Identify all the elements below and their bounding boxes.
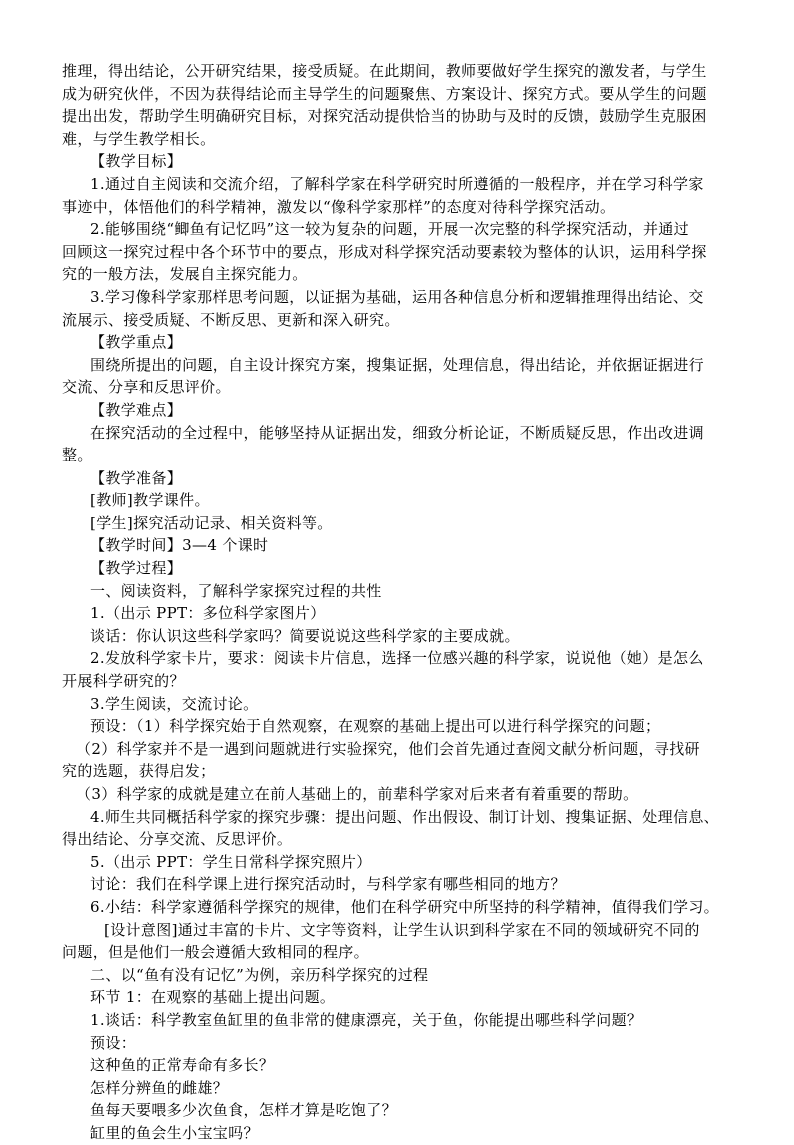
text-line: （2）科学家并不是一遇到问题就进行实验探究，他们会首先通过查阅文献分析问题，寻找研 (76, 739, 700, 758)
text-line: 推理，得出结论，公开研究结果，接受质疑。在此期间，教师要做好学生探究的激发者，与学生 (62, 62, 707, 80)
text-line: 事迹中，体悟他们的科学精神，激发以“像科学家那样”的态度对待科学探究活动。 (62, 197, 616, 216)
text-line: 一、阅读资料，了解科学家探究过程的共性 (90, 581, 382, 600)
text-line: 交流、分享和反思评价。 (62, 378, 231, 397)
text-line: 2.能够围绕“鲫鱼有记忆吗”这一较为复杂的问题，开展一次完整的科学探究活动，并通过 (90, 220, 690, 239)
text-line: 【教学重点】 (90, 333, 183, 352)
text-line: 回顾这一探究过程中各个环节中的要点，形成对科学探究活动要素较为整体的认识，运用科学探 (62, 242, 707, 261)
text-line: 1.通过自主阅读和交流介绍，了解科学家在科学研究时所遵循的一般程序，并在学习科学家 (90, 174, 704, 193)
text-line: 究的一般方法，发展自主探究能力。 (62, 265, 308, 284)
text-line: 得出结论、分享交流、反思评价。 (62, 830, 293, 849)
text-line: 预设：（1）科学探究始于自然观察，在观察的基础上提出可以进行科学探究的问题； (90, 717, 661, 736)
text-line: 【教学目标】 (90, 152, 183, 171)
text-line: 6.小结：科学家遵循科学探究的规律，他们在科学研究中所坚持的科学精神，值得我们学习。 (90, 897, 720, 916)
text-line: 2.发放科学家卡片，要求：阅读卡片信息，选择一位感兴趣的科学家，说说他（她）是怎么 (90, 649, 704, 668)
text-line: 在探究活动的全过程中，能够坚持从证据出发，细致分析论证，不断质疑反思，作出改进调 (90, 423, 705, 442)
text-line: 【教学过程】 (90, 559, 183, 578)
text-line: [学生]探究活动记录、相关资料等。 (90, 513, 333, 532)
text-line: 这种鱼的正常寿命有多长？ (90, 1056, 275, 1075)
text-line: [教师]教学课件。 (90, 491, 210, 510)
text-line: 预设： (90, 1033, 137, 1052)
text-line: 1.（出示 PPT：多位科学家图片） (90, 604, 326, 623)
text-line: 3.学生阅读，交流讨论。 (90, 694, 259, 713)
text-line: 流展示、接受质疑、不断反思、更新和深入研究。 (62, 310, 400, 329)
text-line: 讨论：我们在科学课上进行探究活动时，与科学家有哪些相同的地方？ (90, 875, 566, 894)
text-line: 提出出发，帮助学生明确研究目标，对探究活动提供恰当的协助与及时的反馈，鼓励学生克服困 (62, 107, 707, 126)
text-line: 整。 (62, 446, 93, 465)
text-line: 5.（出示 PPT：学生日常科学探究照片） (90, 852, 372, 871)
document-page (62, 60, 738, 1145)
text-line: [设计意图]通过丰富的卡片、文字等资料，让学生认识到科学家在不同的领域研究不同的 (104, 920, 700, 939)
text-line: 【教学时间】3—4 个课时 (90, 536, 269, 555)
text-line: 鱼每天要喂多少次鱼食，怎样才算是吃饱了？ (90, 1101, 398, 1120)
text-line: 究的选题，获得启发； (62, 762, 216, 781)
text-line: 【教学准备】 (90, 468, 183, 487)
text-line: 缸里的鱼会生小宝宝吗？ (90, 1123, 259, 1142)
text-line: 问题，但是他们一般会遵循大致相同的程序。 (62, 943, 370, 962)
text-line: 二、以“鱼有没有记忆”为例，亲历科学探究的过程 (90, 965, 429, 984)
text-line: （3）科学家的成就是建立在前人基础上的，前辈科学家对后来者有着重要的帮助。 (76, 785, 639, 803)
text-line: 难，与学生教学相长。 (62, 129, 216, 148)
text-line: 环节 1：在观察的基础上提出问题。 (90, 988, 336, 1007)
text-line: 3.学习像科学家那样思考问题，以证据为基础，运用各种信息分析和逻辑推理得出结论、交 (90, 287, 704, 306)
text-line: 成为研究伙伴，不因为获得结论而主导学生的问题聚焦、方案设计、探究方式。要从学生的问题 (62, 84, 707, 103)
text-line: 开展科学研究的？ (62, 672, 185, 691)
text-line: 怎样分辨鱼的雌雄？ (90, 1078, 229, 1097)
text-line: 谈话：你认识这些科学家吗？简要说说这些科学家的主要成就。 (90, 626, 520, 645)
text-line: 围绕所提出的问题，自主设计探究方案，搜集证据，处理信息，得出结论，并依据证据进行 (90, 355, 705, 374)
text-line: 1.谈话：科学教室鱼缸里的鱼非常的健康漂亮，关于鱼，你能提出哪些科学问题？ (90, 1010, 643, 1029)
text-line: 【教学难点】 (90, 400, 183, 419)
text-line: 4.师生共同概括科学家的探究步骤：提出问题、作出假设、制订计划、搜集证据、处理信息、 (90, 807, 720, 826)
